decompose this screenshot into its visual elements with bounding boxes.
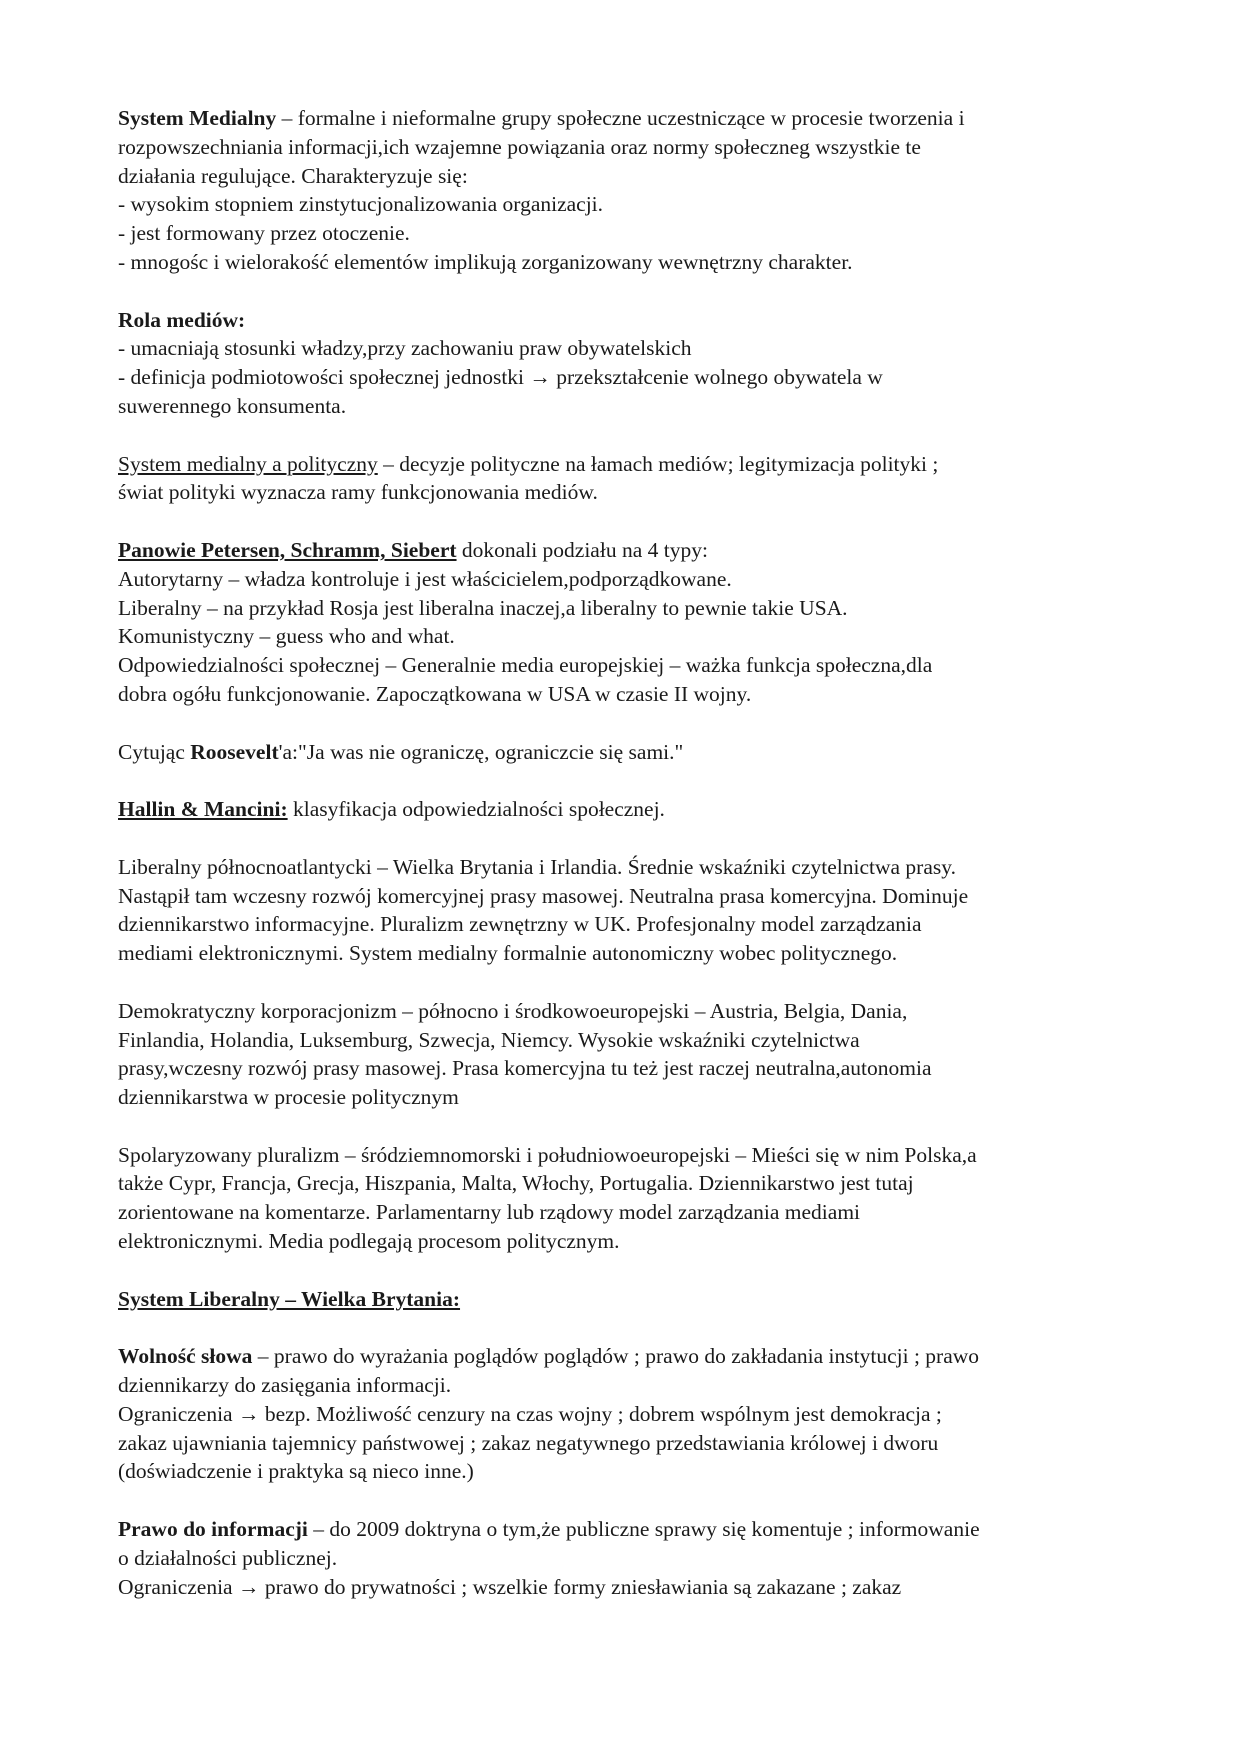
text-line: Spolaryzowany pluralizm – śródziemnomorski i południowoeuropejski – Mieści się w nim Polska,a xyxy=(118,1142,977,1167)
text-line: Liberalny – na przykład Rosja jest liberalna inaczej,a liberalny to pewnie takie USA. xyxy=(118,595,848,620)
paragraph-liberalny xyxy=(118,853,1128,968)
text-line: Ograniczenia → bezp. Możliwość cenzury na czas wojny ; dobrem wspólnym jest demokracja ; xyxy=(118,1401,942,1426)
term-prawo-do-informacji: Prawo do informacji xyxy=(118,1517,308,1542)
list-item: - umacniają stosunki władzy,przy zachowaniu praw obywatelskich xyxy=(118,336,692,361)
definition-text: – decyzje polityczne na łamach mediów; legitymizacja polityki ; xyxy=(377,451,939,476)
term-system-medialny: System Medialny xyxy=(118,106,277,130)
heading-rola-mediow: Rola mediów: xyxy=(118,307,246,332)
section-quote: Cytując Roosevelt'a:"Ja was nie ograniczę, ograniczcie się sami." xyxy=(118,739,684,764)
text-line: mediami elektronicznymi. System medialny formalnie autonomiczny wobec politycznego. xyxy=(118,941,898,966)
list-item: - jest formowany przez otoczenie. xyxy=(118,221,410,246)
text-line: prasy,wczesny rozwój prasy masowej. Prasa komercyjna tu też jest raczej neutralna,autonomia xyxy=(118,1056,932,1081)
list-item: - mnogośc i wielorakość elementów implikują zorganizowany wewnętrzny charakter. xyxy=(118,249,853,274)
text-line: Autorytarny – władza kontroluje i jest właścicielem,podporządkowane. xyxy=(118,566,732,591)
term-hallin-mancini: Hallin & Mancini: xyxy=(118,797,288,822)
list-item: - definicja podmiotowości społecznej jednostki → przekształcenie wolnego obywatela w xyxy=(118,365,883,390)
section-rola-mediow xyxy=(118,306,1128,421)
term-panowie: Panowie Petersen, Schramm, Siebert xyxy=(118,537,457,562)
text-line: zakaz ujawniania tajemnicy państwowej ; zakaz negatywnego przedstawiania królowej i dworu xyxy=(118,1430,939,1455)
definition-text: dokonali podziału na 4 typy: xyxy=(456,537,708,562)
paragraph-spolaryzowany xyxy=(118,1141,1128,1256)
text-line: elektronicznymi. Media podlegają procesom politycznym. xyxy=(118,1229,620,1254)
text-line: suwerennego konsumenta. xyxy=(118,393,347,418)
quote-author: Roosevelt xyxy=(190,739,279,764)
text-line: działania regulujące. Charakteryzuje się: xyxy=(118,163,468,188)
term-wolnosc-slowa: Wolność słowa xyxy=(118,1344,253,1369)
text-line: Odpowiedzialności społecznej – Generalnie media europejskiej – ważka funkcja społeczna,dla xyxy=(118,653,933,678)
section-system-medialny xyxy=(118,104,1128,277)
text-line: dziennikarstwo informacyjne. Pluralizm zewnętrzny w UK. Profesjonalny model zarządzania xyxy=(118,912,922,937)
definition-text: klasyfikacja odpowiedzialności społecznej. xyxy=(287,797,665,822)
text-line: Demokratyczny korporacjonizm – północno i środkowoeuropejski – Austria, Belgia, Dania, xyxy=(118,998,908,1023)
text-line: Liberalny północnoatlantycki – Wielka Brytania i Irlandia. Średnie wskaźniki czytelnictwa prasy. xyxy=(118,854,956,879)
section-system-liberalny xyxy=(118,1285,1128,1314)
heading-system-liberalny: System Liberalny – Wielka Brytania: xyxy=(118,1286,461,1311)
definition-text: – prawo do wyrażania poglądów poglądów ; prawo do zakładania instytucji ; prawo xyxy=(252,1344,980,1369)
text-line: rozpowszechniania informacji,ich wzajemne powiązania oraz normy społeczneg wszystkie te xyxy=(118,134,921,159)
text-line: także Cypr, Francja, Grecja, Hiszpania, Malta, Włochy, Portugalia. Dziennikarstwo jest tutaj xyxy=(118,1171,914,1196)
term-system-medialny-a-polityczny: System medialny a polityczny xyxy=(118,451,378,476)
section-typy-mediow xyxy=(118,536,1128,709)
list-item: - wysokim stopniem zinstytucjonalizowania organizacji. xyxy=(118,192,604,217)
section-system-medialny-a-polityczny xyxy=(118,450,1128,508)
section-wolnosc-slowa xyxy=(118,1342,1128,1486)
section-prawo-do-informacji xyxy=(118,1515,1128,1601)
document-page xyxy=(118,104,1128,1601)
text-line: Nastąpił tam wczesny rozwój komercyjnej prasy masowej. Neutralna prasa komercyjna. Dominuje xyxy=(118,883,969,908)
text-line: Finlandia, Holandia, Luksemburg, Szwecja, Niemcy. Wysokie wskaźniki czytelnictwa xyxy=(118,1027,860,1052)
text-line: o działalności publicznej. xyxy=(118,1545,338,1570)
text-line: Komunistyczny – guess who and what. xyxy=(118,624,455,649)
definition-text: – formalne i nieformalne grupy społeczne uczestniczące w procesie tworzenia i xyxy=(276,106,965,130)
text-line: dziennikarzy do zasięgania informacji. xyxy=(118,1373,452,1398)
text-line: dziennikarstwa w procesie politycznym xyxy=(118,1085,459,1110)
definition-text: – do 2009 doktryna o tym,że publiczne sprawy się komentuje ; informowanie xyxy=(307,1517,980,1542)
text-line: świat polityki wyznacza ramy funkcjonowania mediów. xyxy=(118,480,598,505)
text-line: Ograniczenia → prawo do prywatności ; wszelkie formy zniesławiania są zakazane ; zakaz xyxy=(118,1574,902,1599)
text-line: (doświadczenie i praktyka są nieco inne.) xyxy=(118,1459,474,1484)
paragraph-demokratyczny xyxy=(118,997,1128,1112)
quote-text: 'a:"Ja was nie ograniczę, ograniczcie się sami." xyxy=(278,739,684,764)
text-line: zorientowane na komentarze. Parlamentarny lub rządowy model zarządzania mediami xyxy=(118,1200,861,1225)
text-line: dobra ogółu funkcjonowanie. Zapoczątkowana w USA w czasie II wojny. xyxy=(118,681,752,706)
section-hallin-mancini xyxy=(118,795,1128,824)
